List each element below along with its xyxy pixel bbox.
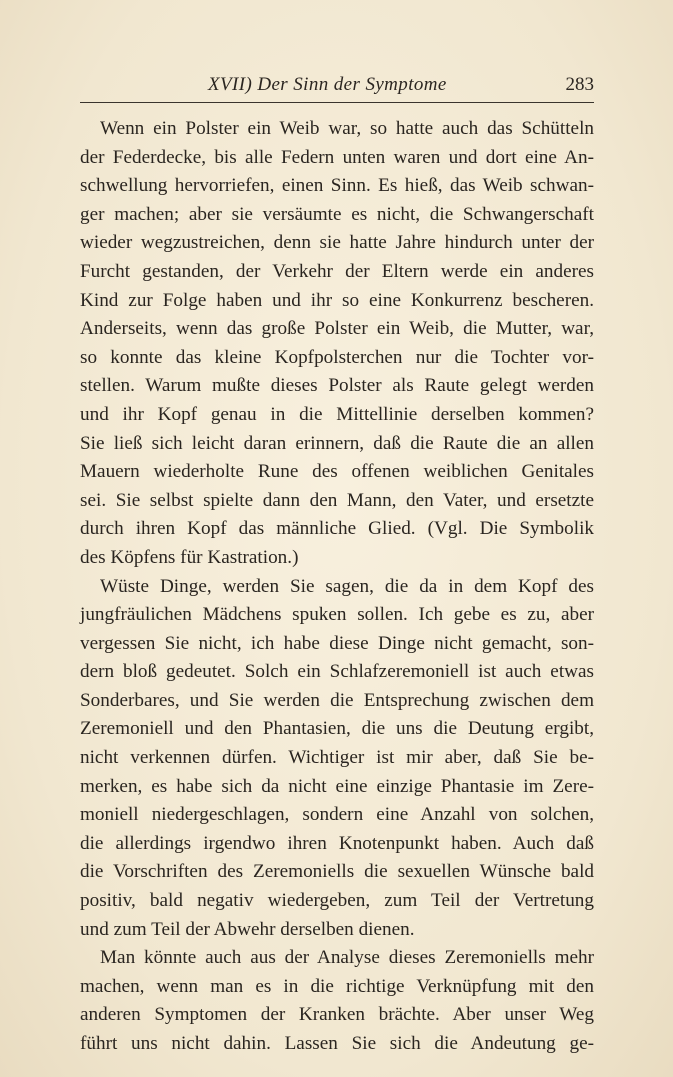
text-line: Wüste Dinge, werden Sie sagen, die da in dem Kopf des bbox=[100, 575, 594, 597]
text-line: der Federdecke, bis alle Federn unten waren und dort eine An- bbox=[80, 146, 594, 168]
text-line: merken, es habe sich da nicht eine einzige Phantasie im Zere- bbox=[80, 775, 594, 797]
text-line: Zeremoniell und den Phantasien, die uns die Deutung ergibt, bbox=[80, 718, 594, 740]
text-line: und zum Teil der Abwehr derselben dienen. bbox=[80, 918, 415, 940]
text-line: vergessen Sie nicht, ich habe diese Dinge nicht gemacht, son- bbox=[80, 632, 594, 654]
text-line: durch ihren Kopf das männliche Glied. (Vgl. Die Symbolik bbox=[80, 518, 594, 540]
text-line: und ihr Kopf genau in die Mittellinie derselben kommen? bbox=[80, 403, 594, 425]
text-line: sei. Sie selbst spielte dann den Mann, den Vater, und ersetzte bbox=[80, 489, 594, 511]
text-line: so konnte das kleine Kopfpolsterchen nur die Tochter vor- bbox=[80, 346, 594, 368]
text-line: jungfräulichen Mädchens spuken sollen. Ich gebe es zu, aber bbox=[80, 604, 594, 626]
body-text bbox=[80, 115, 594, 1059]
text-line: Mauern wiederholte Rune des offenen weiblichen Genitales bbox=[80, 461, 594, 483]
text-line: Kind zur Folge haben und ihr so eine Konkurrenz bescheren. bbox=[80, 289, 594, 311]
text-line: positiv, bald negativ wiedergeben, zum Teil der Vertretung bbox=[80, 890, 594, 912]
text-line: führt uns nicht dahin. Lassen Sie sich die Andeutung ge- bbox=[80, 1033, 594, 1054]
text-line: anderen Symptomen der Kranken brächte. Aber unser Weg bbox=[80, 1004, 594, 1026]
text-line: dern bloß gedeutet. Solch ein Schlafzeremoniell ist auch etwas bbox=[80, 661, 594, 683]
text-line: machen, wenn man es in die richtige Verknüpfung mit den bbox=[80, 975, 594, 997]
text-line: des Köpfens für Kastration.) bbox=[80, 546, 299, 568]
page-number: 283 bbox=[565, 74, 594, 95]
text-line: Man könnte auch aus der Analyse dieses Zeremoniells mehr bbox=[100, 947, 594, 969]
text-line: Sonderbares, und Sie werden die Entsprechung zwischen dem bbox=[80, 689, 594, 711]
text-line: Furcht gestanden, der Verkehr der Eltern werde ein anderes bbox=[80, 260, 594, 282]
chapter-title: XVII) Der Sinn der Symptome bbox=[208, 74, 447, 95]
text-line: die allerdings irgendwo ihren Knotenpunkt haben. Auch daß bbox=[80, 832, 594, 854]
text-line: schwellung hervorriefen, einen Sinn. Es hieß, das Weib schwan- bbox=[80, 175, 594, 197]
text-line: Sie ließ sich leicht daran erinnern, daß die Raute die an allen bbox=[80, 432, 594, 454]
text-line: Wenn ein Polster ein Weib war, so hatte auch das Schütteln bbox=[100, 118, 594, 139]
text-line: ger machen; aber sie versäumte es nicht, die Schwangerschaft bbox=[80, 203, 594, 225]
text-line: Anderseits, wenn das große Polster ein Weib, die Mutter, war, bbox=[80, 318, 594, 340]
text-line: nicht verkennen dürfen. Wichtiger ist mir aber, daß Sie be- bbox=[80, 747, 594, 769]
running-head bbox=[80, 74, 594, 100]
text-line: moniell niedergeschlagen, sondern eine Anzahl von solchen, bbox=[80, 804, 594, 826]
header-rule bbox=[80, 102, 594, 103]
text-line: stellen. Warum mußte dieses Polster als Raute gelegt werden bbox=[80, 375, 594, 397]
text-line: die Vorschriften des Zeremoniells die sexuellen Wünsche bald bbox=[80, 861, 594, 883]
text-line: wieder wegzustreichen, denn sie hatte Jahre hindurch unter der bbox=[80, 232, 594, 254]
